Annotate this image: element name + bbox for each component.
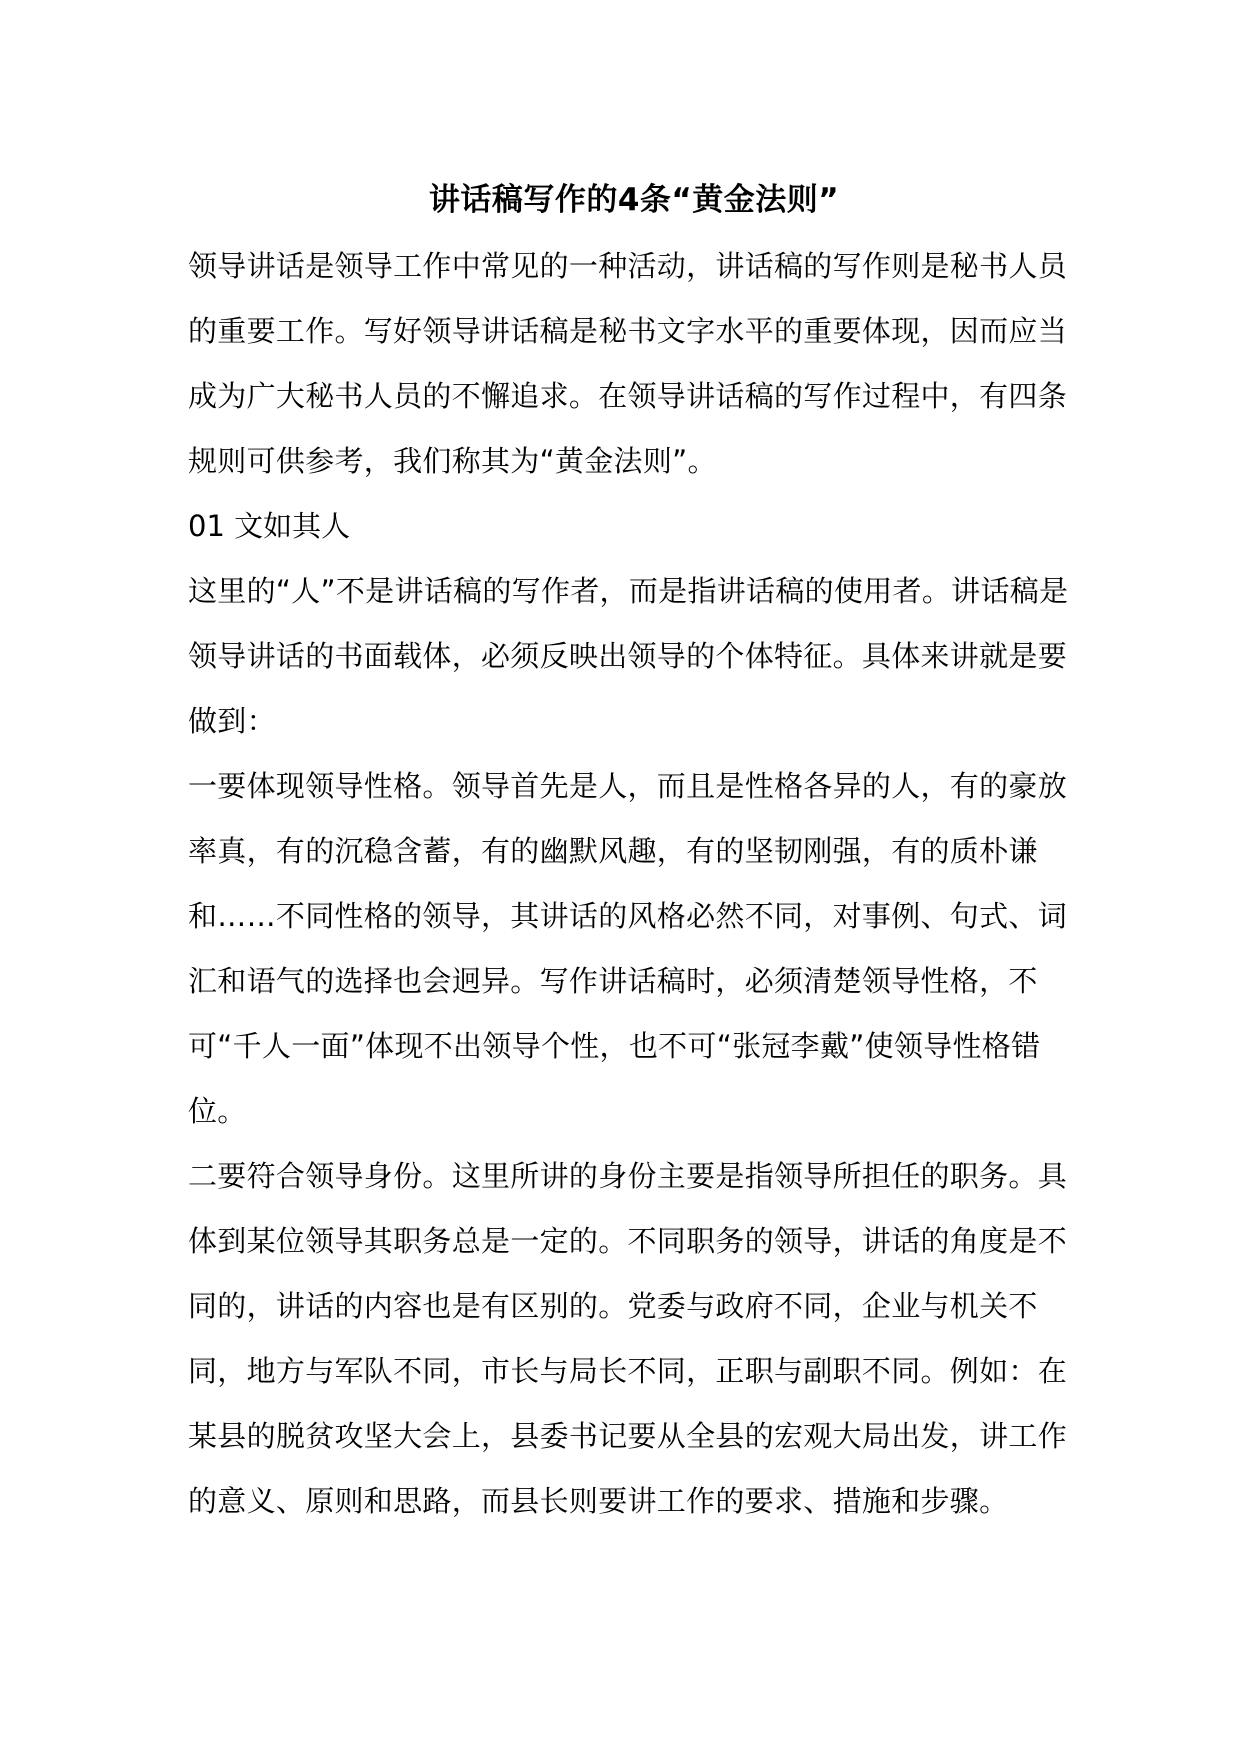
intro-paragraph: 领导讲话是领导工作中常见的一种活动，讲话稿的写作则是秘书人员的重要工作。写好领导讲话稿是秘书文字水平的重要体现，因而应当成为广大秘书人员的不懈追求。在领导讲话稿的写作过程中，有四条规则可供参考，我们称其为“黄金法则”。	[188, 249, 1068, 478]
point-one-paragraph: 一要体现领导性格。领导首先是人，而且是性格各异的人，有的豪放率真，有的沉稳含蓄，有的幽默风趣，有的坚韧刚强，有的质朴谦和……不同性格的领导，其讲话的风格必然不同，对事例、句式、词汇和语气的选择也会迥异。写作讲话稿时，必须清楚领导性格，不可“千人一面”体现不出领导个性，也不可“张冠李戴”使领导性格错位。	[188, 769, 1068, 1128]
point-two-paragraph: 二要符合领导身份。这里所讲的身份主要是指领导所担任的职务。具体到某位领导其职务总是一定的。不同职务的领导，讲话的角度是不同的，讲话的内容也是有区别的。党委与政府不同，企业与机关不同，地方与军队不同，市长与局长不同，正职与副职不同。例如：在某县的脱贫攻坚大会上，县委书记要从全县的宏观大局出发，讲工作的意义、原则和思路，而县长则要讲工作的要求、措施和步骤。	[188, 1159, 1068, 1518]
section-intro-paragraph: 这里的“人”不是讲话稿的写作者，而是指讲话稿的使用者。讲话稿是领导讲话的书面载体，必须反映出领导的个体特征。具体来讲就是要做到：	[188, 574, 1069, 738]
document-page	[188, 174, 1080, 1534]
section-heading-01: 01 文如其人	[188, 509, 351, 543]
document-title: 讲话稿写作的4条“黄金法则”	[428, 182, 840, 218]
